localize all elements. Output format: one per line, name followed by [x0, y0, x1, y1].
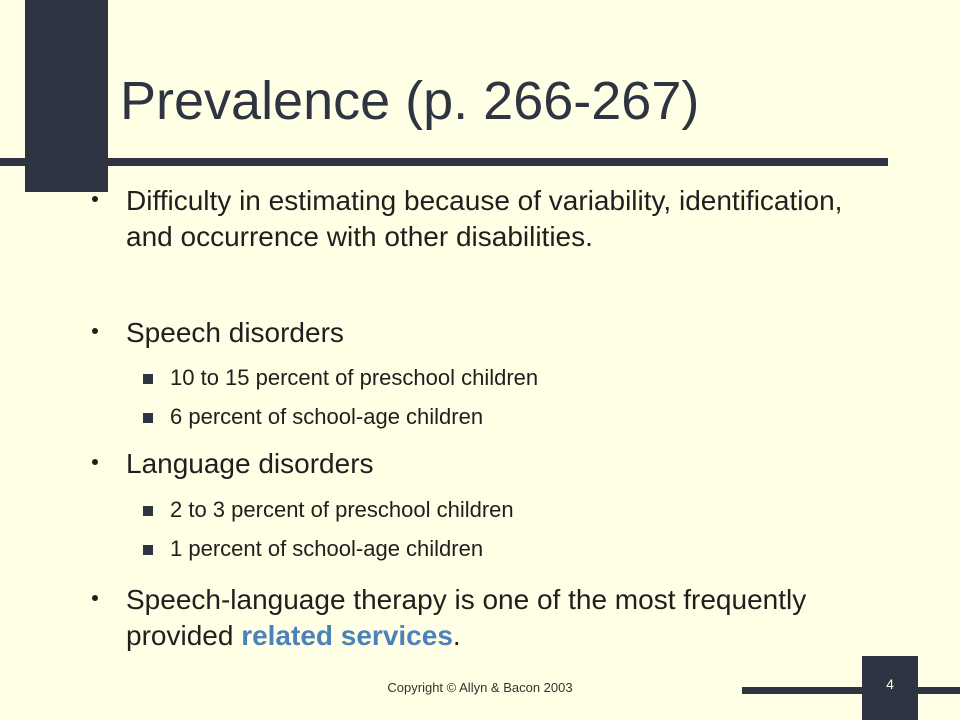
bullet-dot-icon	[92, 196, 98, 202]
bullet-text: Language disorders	[126, 448, 374, 479]
decorative-top-rule	[0, 158, 888, 166]
square-bullet-icon	[143, 506, 153, 516]
square-bullet-icon	[143, 374, 153, 384]
copyright-footer: Copyright © Allyn & Bacon 2003	[387, 680, 573, 695]
sub-bullet-text: 2 to 3 percent of preschool children	[170, 497, 514, 522]
sub-bullet-text: 10 to 15 percent of preschool children	[170, 365, 539, 390]
sub-bullet-text: 1 percent of school-age children	[170, 536, 484, 561]
bullet-text: Speech disorders	[126, 317, 344, 348]
bullet-text: Difficulty in estimating because of variability, identification, and occurrence with other disabilities.	[126, 185, 843, 252]
bullet-text	[126, 582, 886, 654]
slide-title: Prevalence (p. 266-267)	[120, 71, 700, 131]
bullet-dot-icon	[92, 595, 98, 601]
bullet-text-after: .	[452, 620, 461, 651]
bullet-dot-icon	[92, 328, 98, 334]
sub-bullet-text: 6 percent of school-age children	[170, 404, 484, 429]
square-bullet-icon	[143, 545, 153, 555]
related-services-highlight: related services	[241, 620, 453, 651]
square-bullet-icon	[143, 413, 153, 423]
bullet-text-before: Speech-language therapy is one of the most frequently provided	[126, 584, 807, 651]
page-number: 4	[886, 676, 894, 692]
bullet-dot-icon	[92, 459, 98, 465]
